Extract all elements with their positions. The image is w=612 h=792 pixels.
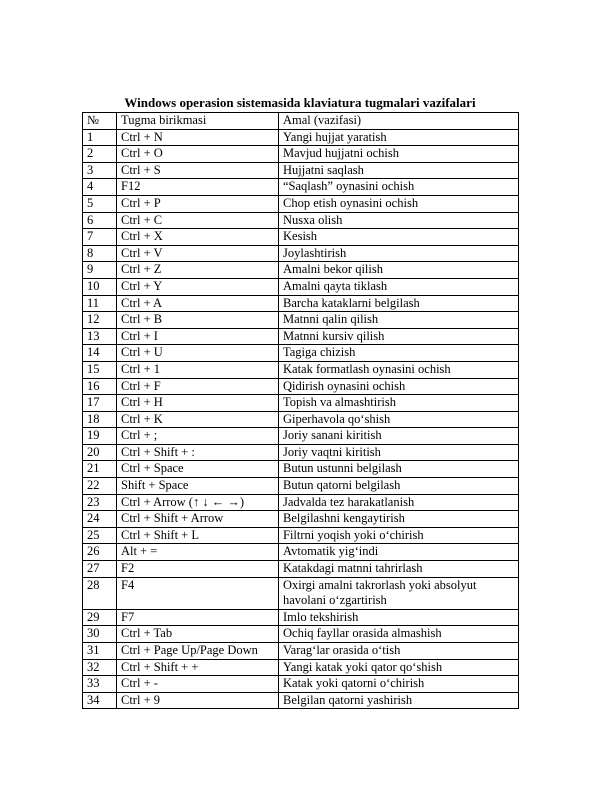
table-row xyxy=(83,229,519,246)
row-action: Katak yoki qatorni o‘chirish xyxy=(279,676,519,693)
row-combination: F12 xyxy=(117,179,279,196)
row-number: 34 xyxy=(83,692,117,709)
row-number: 18 xyxy=(83,411,117,428)
row-combination: Ctrl + Shift + : xyxy=(117,444,279,461)
table-row xyxy=(83,378,519,395)
row-number: 5 xyxy=(83,195,117,212)
row-combination: Ctrl + ; xyxy=(117,428,279,445)
row-combination: Ctrl + 9 xyxy=(117,692,279,709)
row-combination: Ctrl + Shift + Arrow xyxy=(117,511,279,528)
row-combination: Ctrl + I xyxy=(117,328,279,345)
row-action: Amalni qayta tiklash xyxy=(279,278,519,295)
table-row xyxy=(83,609,519,626)
row-action: Qidirish oynasini ochish xyxy=(279,378,519,395)
row-action: Kesish xyxy=(279,229,519,246)
row-number: 15 xyxy=(83,361,117,378)
table-row xyxy=(83,626,519,643)
table-row xyxy=(83,527,519,544)
table-row xyxy=(83,577,519,609)
row-action: Ochiq fayllar orasida almashish xyxy=(279,626,519,643)
table-row xyxy=(83,544,519,561)
row-number: 33 xyxy=(83,676,117,693)
row-number: 2 xyxy=(83,146,117,163)
row-combination: Ctrl + F xyxy=(117,378,279,395)
header-combination: Tugma birikmasi xyxy=(117,113,279,130)
row-action: Joriy vaqtni kiritish xyxy=(279,444,519,461)
row-action: Belgilan qatorni yashirish xyxy=(279,692,519,709)
row-action: Amalni bekor qilish xyxy=(279,262,519,279)
row-action: Katakdagi matnni tahrirlash xyxy=(279,561,519,578)
row-combination: Ctrl + U xyxy=(117,345,279,362)
row-combination: Ctrl + C xyxy=(117,212,279,229)
row-combination: Ctrl + P xyxy=(117,195,279,212)
table-row xyxy=(83,411,519,428)
row-number: 21 xyxy=(83,461,117,478)
table-row xyxy=(83,511,519,528)
row-combination: Ctrl + Space xyxy=(117,461,279,478)
table-row xyxy=(83,659,519,676)
row-action: Katak formatlash oynasini ochish xyxy=(279,361,519,378)
table-row xyxy=(83,643,519,660)
row-action: Yangi katak yoki qator qo‘shish xyxy=(279,659,519,676)
row-number: 31 xyxy=(83,643,117,660)
row-action: Joriy sanani kiritish xyxy=(279,428,519,445)
row-action: Jadvalda tez harakatlanish xyxy=(279,494,519,511)
row-combination: Ctrl + - xyxy=(117,676,279,693)
row-action: Topish va almashtirish xyxy=(279,395,519,412)
table-row xyxy=(83,428,519,445)
row-combination: Ctrl + 1 xyxy=(117,361,279,378)
row-action: Avtomatik yig‘indi xyxy=(279,544,519,561)
row-number: 13 xyxy=(83,328,117,345)
table-row xyxy=(83,478,519,495)
header-number: № xyxy=(83,113,117,130)
row-number: 22 xyxy=(83,478,117,495)
row-number: 10 xyxy=(83,278,117,295)
table-header-row xyxy=(83,113,519,130)
row-number: 3 xyxy=(83,162,117,179)
row-combination: Ctrl + Z xyxy=(117,262,279,279)
row-combination: Alt + = xyxy=(117,544,279,561)
table-row xyxy=(83,444,519,461)
row-action: Butun ustunni belgilash xyxy=(279,461,519,478)
row-number: 16 xyxy=(83,378,117,395)
row-combination: Ctrl + K xyxy=(117,411,279,428)
table-row xyxy=(83,328,519,345)
table-row xyxy=(83,162,519,179)
row-number: 20 xyxy=(83,444,117,461)
row-combination: Ctrl + Shift + L xyxy=(117,527,279,544)
row-number: 8 xyxy=(83,245,117,262)
row-action: Imlo tekshirish xyxy=(279,609,519,626)
row-number: 17 xyxy=(83,395,117,412)
row-number: 9 xyxy=(83,262,117,279)
table-row xyxy=(83,245,519,262)
row-action: Giperhavola qo‘shish xyxy=(279,411,519,428)
table-row xyxy=(83,262,519,279)
row-combination: Ctrl + Arrow (↑ ↓ ← →) xyxy=(117,494,279,511)
row-action: Barcha kataklarni belgilash xyxy=(279,295,519,312)
row-action: Matnni kursiv qilish xyxy=(279,328,519,345)
row-number: 7 xyxy=(83,229,117,246)
row-action: Varag‘lar orasida o‘tish xyxy=(279,643,519,660)
row-combination: Shift + Space xyxy=(117,478,279,495)
row-action: Mavjud hujjatni ochish xyxy=(279,146,519,163)
table-row xyxy=(83,179,519,196)
row-number: 32 xyxy=(83,659,117,676)
row-combination: Ctrl + H xyxy=(117,395,279,412)
table-row xyxy=(83,461,519,478)
shortcuts-table xyxy=(82,112,519,709)
row-number: 23 xyxy=(83,494,117,511)
row-combination: Ctrl + S xyxy=(117,162,279,179)
row-combination: Ctrl + V xyxy=(117,245,279,262)
row-action: Chop etish oynasini ochish xyxy=(279,195,519,212)
table-row xyxy=(83,345,519,362)
row-action: Yangi hujjat yaratish xyxy=(279,129,519,146)
row-number: 27 xyxy=(83,561,117,578)
row-number: 26 xyxy=(83,544,117,561)
row-combination: F7 xyxy=(117,609,279,626)
row-action: Nusxa olish xyxy=(279,212,519,229)
row-combination: Ctrl + A xyxy=(117,295,279,312)
row-number: 25 xyxy=(83,527,117,544)
table-row xyxy=(83,395,519,412)
table-row xyxy=(83,676,519,693)
row-action: Butun qatorni belgilash xyxy=(279,478,519,495)
row-action: “Saqlash” oynasini ochish xyxy=(279,179,519,196)
row-action: Oxirgi amalni takrorlash yoki absolyut havolani o‘zgartirish xyxy=(279,577,519,609)
row-combination: F4 xyxy=(117,577,279,609)
row-number: 14 xyxy=(83,345,117,362)
row-action: Hujjatni saqlash xyxy=(279,162,519,179)
table-row xyxy=(83,295,519,312)
row-number: 12 xyxy=(83,312,117,329)
row-combination: Ctrl + Shift + + xyxy=(117,659,279,676)
row-combination: Ctrl + N xyxy=(117,129,279,146)
document-title: Windows operasion sistemasida klaviatura tugmalari vazifalari xyxy=(124,95,476,110)
row-number: 1 xyxy=(83,129,117,146)
table-row xyxy=(83,212,519,229)
row-action: Belgilashni kengaytirish xyxy=(279,511,519,528)
table-row xyxy=(83,692,519,709)
table-row xyxy=(83,146,519,163)
row-action: Matnni qalin qilish xyxy=(279,312,519,329)
row-number: 6 xyxy=(83,212,117,229)
row-combination: F2 xyxy=(117,561,279,578)
header-action: Amal (vazifasi) xyxy=(279,113,519,130)
row-number: 28 xyxy=(83,577,117,609)
row-action: Filtrni yoqish yoki o‘chirish xyxy=(279,527,519,544)
row-number: 4 xyxy=(83,179,117,196)
table-row xyxy=(83,278,519,295)
table-row xyxy=(83,561,519,578)
row-number: 11 xyxy=(83,295,117,312)
table-row xyxy=(83,129,519,146)
row-combination: Ctrl + B xyxy=(117,312,279,329)
row-action: Tagiga chizish xyxy=(279,345,519,362)
row-combination: Ctrl + X xyxy=(117,229,279,246)
table-row xyxy=(83,494,519,511)
table-row xyxy=(83,361,519,378)
row-combination: Ctrl + Y xyxy=(117,278,279,295)
row-combination: Ctrl + O xyxy=(117,146,279,163)
row-action: Joylashtirish xyxy=(279,245,519,262)
row-number: 29 xyxy=(83,609,117,626)
row-combination: Ctrl + Page Up/Page Down xyxy=(117,643,279,660)
row-number: 19 xyxy=(83,428,117,445)
row-number: 24 xyxy=(83,511,117,528)
row-number: 30 xyxy=(83,626,117,643)
table-row xyxy=(83,312,519,329)
row-combination: Ctrl + Tab xyxy=(117,626,279,643)
table-row xyxy=(83,195,519,212)
